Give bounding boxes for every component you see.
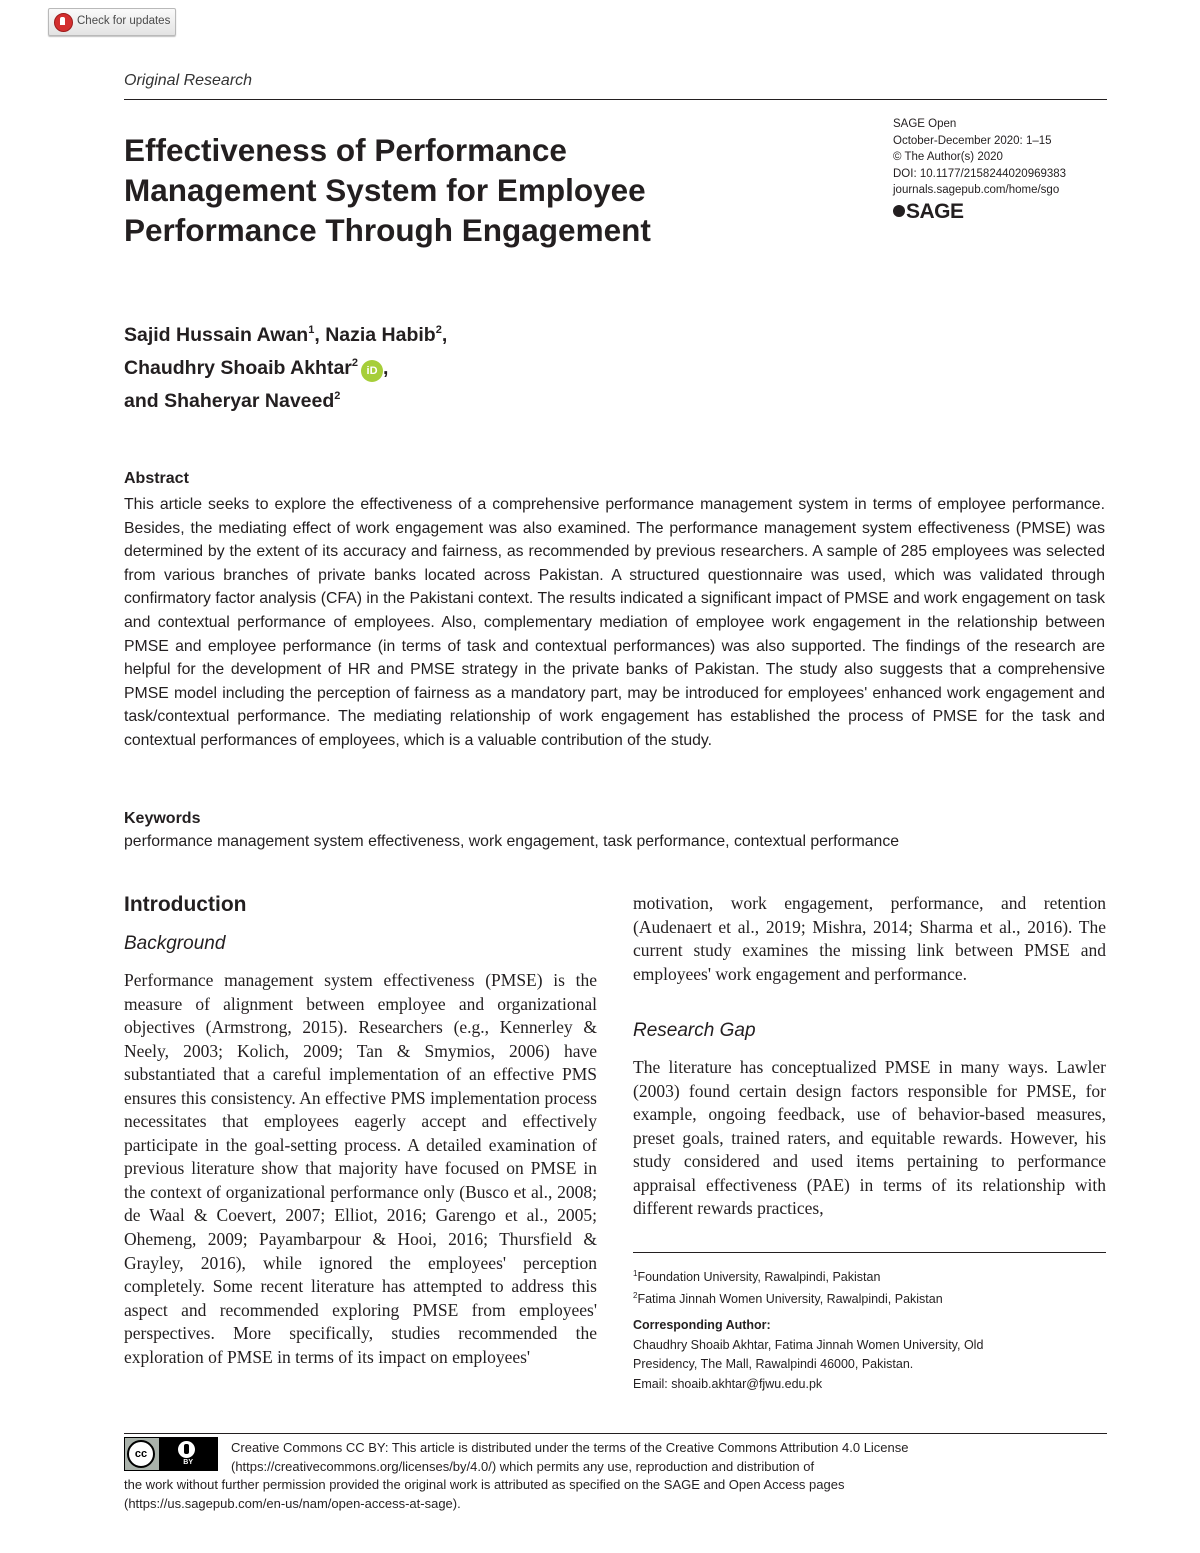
check-for-updates-button[interactable] — [48, 8, 176, 36]
journal-issue: October-December 2020: 1–15 — [893, 134, 1052, 147]
license-divider — [124, 1433, 1107, 1434]
affiliation-marker: 1 — [633, 1269, 638, 1278]
journal-url[interactable]: journals.sagepub.com/home/sgo — [893, 184, 1060, 196]
keywords-heading: Keywords — [124, 810, 201, 827]
check-for-updates-label: Check for updates — [77, 15, 171, 27]
background-heading: Background — [124, 933, 226, 954]
orcid-icon[interactable]: iD — [361, 360, 383, 382]
article-type: Original Research — [124, 72, 253, 89]
corresponding-address: Chaudhry Shoaib Akhtar, Fatima Jinnah Women University, Old — [633, 1337, 984, 1352]
affiliation-item — [633, 1287, 943, 1309]
corresponding-author-label: Corresponding Author: — [633, 1318, 771, 1332]
abstract-text: This article seeks to explore the effectiveness of a comprehensive performance management system in terms of employee performance. Besides, the mediating effect of work engagement was also examined. The performance management system effectiveness (PMSE) was determined by the extent of its accuracy and fairness, as recommended by previous researchers. A sample of 285 employees was selected from various branches of private banks located across Pakistan. A structured questionnaire was used, which was validated through confirmatory factor analysis (CFA) in the Pakistani context. The results indicated a significant impact of PMSE and work engagement on task and contextual performance of employees. Also, complementary mediation of employee work engagement in the relationship between PMSE and employee performance (in terms of task and contextual performances) was also supported. The findings of the research are helpful for the development of HR and PMSE strategy in the private banks of Pakistan. The study also suggests that a comprehensive PMSE model including the perception of fairness as a mandatory part, may be introduced for employees' enhanced work engagement and task/contextual performance. The mediating relationship of work engagement has established the process of PMSE for the task and contextual performances of employees, which is a valuable contribution of the study. — [124, 496, 1105, 749]
keywords-text: performance management system effectiveness, work engagement, task performance, contextual performance — [124, 833, 900, 850]
sage-logo — [893, 200, 964, 224]
affiliation-item — [633, 1265, 943, 1287]
license-line[interactable]: (https://creativecommons.org/licenses/by/4.0/) which permits any use, reproduction and distribution of — [231, 1458, 815, 1474]
corresponding-address: Presidency, The Mall, Rawalpindi 46000, Pakistan. — [633, 1357, 914, 1371]
header-divider — [124, 99, 1107, 100]
author-name[interactable]: Sajid Hussain Awan — [124, 324, 309, 346]
author-name[interactable]: , Nazia Habib — [314, 324, 436, 346]
research-gap-paragraph: The literature has conceptualized PMSE in many ways. Lawler (2003) found certain design factors responsible for PMSE, for example, ongoing feedback, use of behavior-based measures, preset goals, trained raters, and equitable rewards. However, his study considered and used items pertaining to performance appraisal effectiveness (PAE) in terms of its relationship with different rewards practices, — [633, 1057, 1106, 1219]
journal-name: SAGE Open — [893, 118, 957, 130]
paper-title — [124, 130, 844, 250]
license-line[interactable]: (https://us.sagepub.com/en-us/nam/open-access-at-sage). — [124, 1495, 461, 1511]
license-line: Creative Commons CC BY: This article is distributed under the terms of the Creative Commons Attribution 4.0 License — [231, 1440, 909, 1455]
title-line: Performance Through Engagement — [124, 212, 651, 248]
affiliation-marker: 1 — [308, 324, 315, 336]
author-name[interactable]: and Shaheryar Naveed — [124, 390, 335, 412]
license-line: the work without further permission provided the original work is attributed as specified on the SAGE and Open Access pages — [124, 1477, 845, 1492]
research-gap-heading: Research Gap — [633, 1020, 756, 1041]
background-paragraph: Performance management system effectiveness (PMSE) is the measure of alignment between employee and organizational objectives (Armstrong, 2015). Researchers (e.g., Kennerley & Neely, 2003; Kolich, 2009; Tan & Smymios, 2006) have substantiated that a careful implementation of an effective PMS ensures this consistency. An effective PMS implementation process necessitates that employees eagerly accept and effectively participate in the goal-setting process. A detailed examination of previous literature show that majority have focused on PMSE in the context of organizational performance only (Busco et al., 2008; de Waal & Coevert, 2007; Elliot, 2016; Garengo et al., 2005; Ohemeng, 2009; Payambarpour & Hooi, 2016; Thursfield & Grayley, 2016), while ignored the employees' perception completely. Some recent literature has attempted to address this aspect and recommended exploring PMSE from employees' perspectives. More specifically, studies recommended the exploration of PMSE in terms of its impact on employees' — [124, 970, 597, 1367]
corresponding-author — [633, 1316, 983, 1394]
journal-doi[interactable]: DOI: 10.1177/2158244020969383 — [893, 167, 1067, 180]
journal-copyright: © The Author(s) 2020 — [893, 151, 1003, 163]
abstract-heading: Abstract — [124, 470, 189, 487]
cc-icon: cc — [127, 1440, 155, 1468]
affiliations — [633, 1265, 943, 1308]
affiliation-marker: 2 — [435, 324, 442, 336]
affiliation-marker: 2 — [633, 1290, 638, 1300]
author-line — [124, 382, 447, 415]
title-line: Management System for Employee — [124, 172, 646, 208]
title-line: Effectiveness of Performance — [124, 132, 567, 168]
affiliation-marker: 2 — [351, 357, 359, 369]
sage-mark-icon — [893, 205, 905, 217]
author-line — [124, 316, 447, 349]
license-text — [124, 1439, 1107, 1513]
sage-logo-text: SAGE — [906, 200, 964, 223]
affiliation-text: Foundation University, Rawalpindi, Pakistan — [637, 1270, 881, 1284]
footnote-divider — [633, 1252, 1106, 1253]
author-line — [124, 349, 447, 382]
introduction-heading: Introduction — [124, 893, 247, 916]
affiliation-marker: 2 — [334, 390, 341, 402]
author-name[interactable]: Chaudhry Shoaib Akhtar — [124, 357, 352, 379]
by-label: BY — [183, 1459, 193, 1466]
author-list — [124, 316, 447, 415]
bookmark-icon — [54, 13, 73, 32]
journal-info — [893, 116, 1066, 199]
author-separator: , — [383, 357, 389, 379]
author-separator: , — [441, 324, 448, 346]
body-paragraph: motivation, work engagement, performance, and retention (Audenaert et al., 2019; Mishra, 2014; Sharma et al., 2016). The current study examines the missing link between PMSE and employees' work engagement and performance. — [633, 893, 1106, 984]
corresponding-email[interactable]: Email: shoaib.akhtar@fjwu.edu.pk — [633, 1376, 823, 1391]
affiliation-text: Fatima Jinnah Women University, Rawalpindi, Pakistan — [637, 1291, 943, 1306]
